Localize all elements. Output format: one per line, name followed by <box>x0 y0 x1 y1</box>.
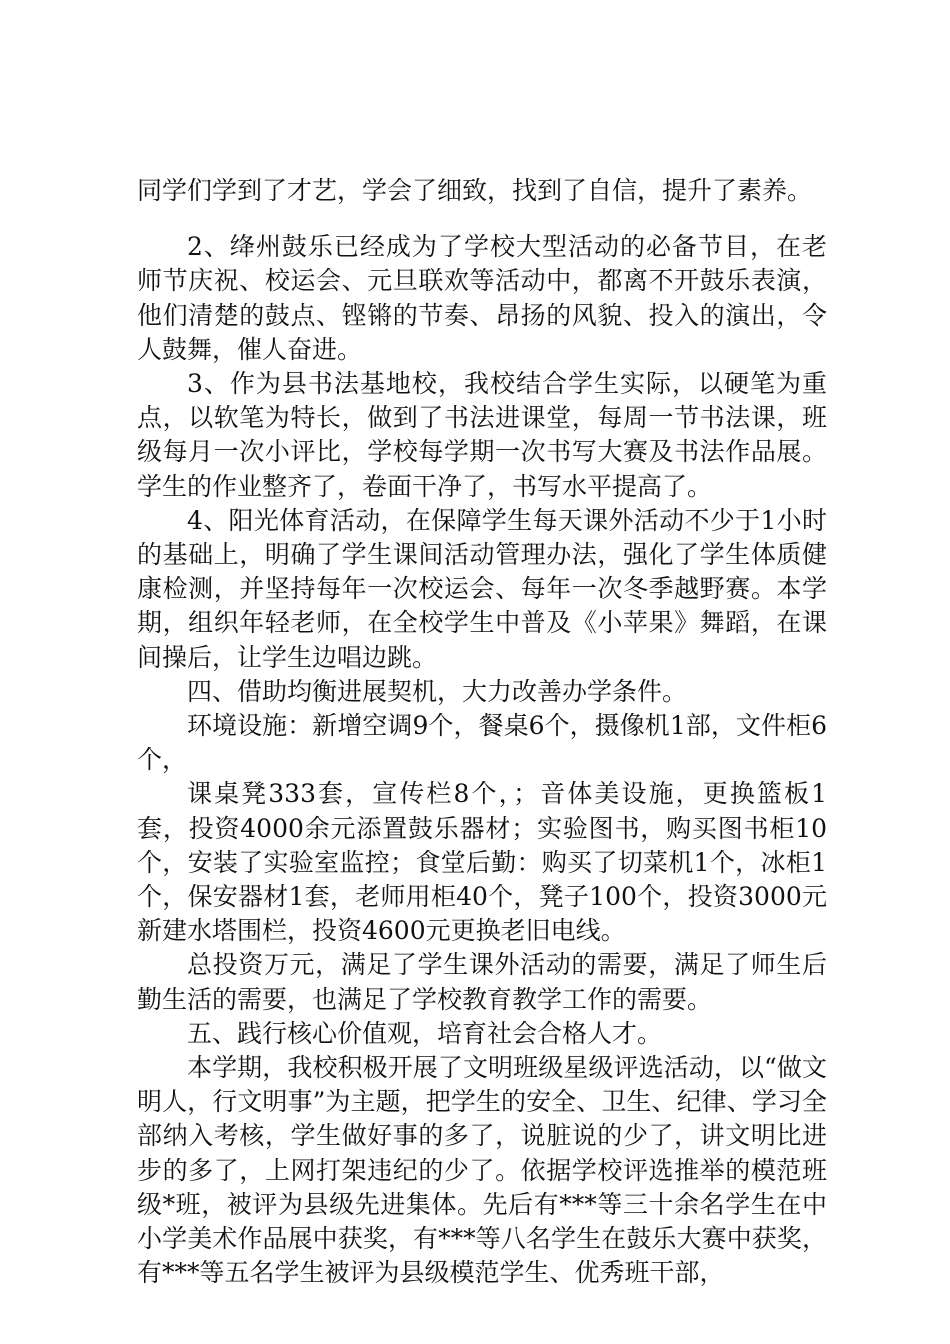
paragraph-drum-music: 2、绛州鼓乐已经成为了学校大型活动的必备节目，在老师节庆祝、校运会、元旦联欢等活动中，都离不开鼓乐表演，他们清楚的鼓点、铿锵的节奏、昂扬的风貌、投入的演出，令人鼓舞，催人奋进。 <box>137 232 827 364</box>
section-heading-values: 五、践行核心价值观，培育社会合格人才。 <box>187 1018 663 1048</box>
document-body <box>137 174 827 1291</box>
section-heading-conditions: 四、借助均衡进展契机，大力改善办学条件。 <box>187 676 688 706</box>
paragraph-sports: 4、阳光体育活动，在保障学生每天课外活动不少于1小时的基础上，明确了学生课间活动管理办法，强化了学生体质健康检测，并坚持每年一次校运会、每年一次冬季越野赛。本学期，组织年轻老师，在全校学生中普及《小苹果》舞蹈，在课间操后，让学生边唱边跳。 <box>137 505 827 672</box>
paragraph-civilization: 本学期，我校积极开展了文明班级星级评选活动，以“做文明人，行文明事”为主题，把学生的安全、卫生、纪律、学习全部纳入考核，学生做好事的多了，说脏说的少了，讲文明比进步的多了，上网打架违纪的少了。依据学校评选推举的模范班级*班，被评为县级先进集体。先后有***等三十余名学生在中小学美术作品展中获奖，有***等八名学生在鼓乐大赛中获奖，有***等五名学生被评为县级模范学生、优秀班干部， <box>137 1053 827 1288</box>
paragraph-facilities: 环境设施：新增空调9个，餐桌6个，摄像机1部，文件柜6个， <box>137 711 827 775</box>
paragraph-continued: 同学们学到了才艺，学会了细致，找到了自信，提升了素养。 <box>137 176 813 205</box>
paragraph-equipment: 课桌凳333套，宣传栏8个，；音体美设施，更换篮板1套，投资4000余元添置鼓乐器材；实验图书，购买图书柜10个，安装了实验室监控；食堂后勤：购买了切菜机1个，冰柜1个，保安器材1套，老师用柜40个，凳子100个，投资3000元新建水塔围栏，投资4600元更换老旧电线。 <box>137 779 827 946</box>
paragraph-calligraphy: 3、作为县书法基地校，我校结合学生实际，以硬笔为重点，以软笔为特长，做到了书法进课堂，每周一节书法课，班级每月一次小评比，学校每学期一次书写大赛及书法作品展。学生的作业整齐了，卷面干净了，书写水平提高了。 <box>137 369 827 501</box>
paragraph-investment: 总投资万元，满足了学生课外活动的需要，满足了师生后勤生活的需要，也满足了学校教育教学工作的需要。 <box>137 950 827 1014</box>
